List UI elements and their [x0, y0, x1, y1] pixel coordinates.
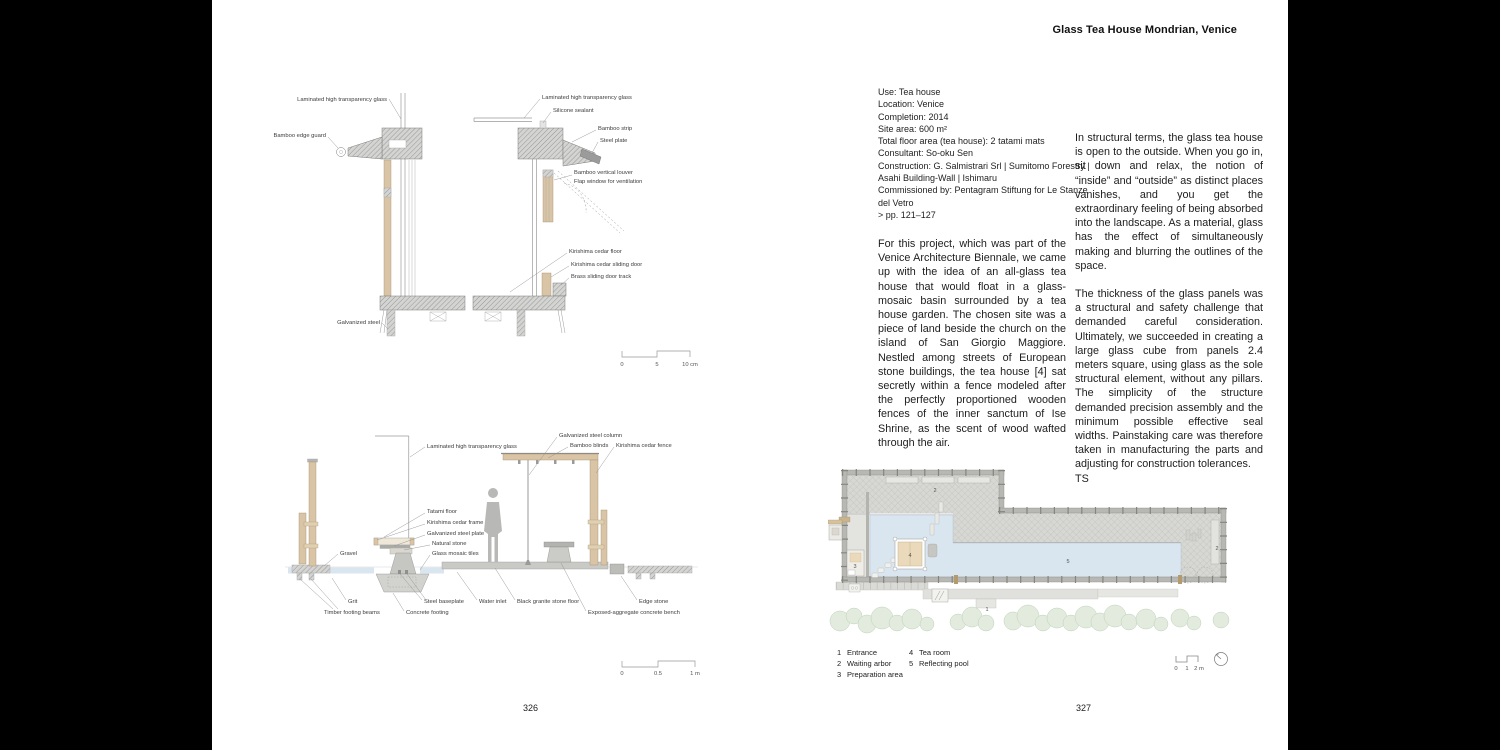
page-number-left: 326 — [523, 703, 539, 713]
svg-text:2 m: 2 m — [1194, 666, 1204, 672]
plan-marker-tea-room: 4 — [908, 553, 912, 559]
page-title: Glass Tea House Mondrian, Venice — [1052, 24, 1237, 36]
drawing-label: Grit — [348, 599, 358, 605]
detail-labels — [273, 95, 642, 329]
plan-marker-preparation: 3 — [853, 564, 857, 570]
partition-wall — [866, 492, 869, 580]
drawing-label: Kirishima cedar fence — [616, 443, 672, 449]
drawing-label: Concrete footing — [406, 610, 449, 616]
drawing-label: Bamboo vertical louver — [574, 170, 633, 176]
drawing-label: Black granite stone floor — [517, 599, 580, 605]
outer-gate-structure — [828, 520, 842, 540]
plan-legend-col2 — [909, 648, 969, 670]
floor-plan-drawing — [828, 458, 1240, 645]
drawing-label: Galvanized steel — [337, 320, 380, 326]
svg-text:0: 0 — [1174, 666, 1178, 672]
info-line: Construction: G. Salmistrari Srl | Sumitomo Forestry | — [878, 160, 1090, 171]
paragraph: The thickness of the glass panels was a structural and safety challenge that demanded careful consideration. Ultimately, we succeeded in creating a large glass cube from panels 2.4 meters square, using glass as the sole structural element, without any pillars. The simplicity of the structure demanded precision assembly and the minimum possible effective seal widths. Painstaking care was therefore taken in manufacturing the parts and adjusting for construction tolerances. — [1075, 288, 1263, 471]
svg-text:0: 0 — [620, 362, 624, 368]
project-info-block — [878, 86, 1090, 221]
drawing-label: Kirishima cedar sliding door — [571, 262, 643, 268]
bamboo-louver-shape — [543, 170, 553, 222]
drawing-label: Flap window for ventilation — [574, 179, 643, 185]
drawing-label: Galvanized steel column — [559, 433, 623, 439]
plan-marker-arbor: 2 — [933, 488, 937, 494]
roof-edge-detail-left — [337, 93, 466, 336]
drawing-label: Silicone sealant — [553, 108, 594, 114]
drawing-label: Bamboo blinds — [570, 443, 609, 449]
stone-seat — [928, 544, 937, 557]
drawing-label: Water inlet — [479, 599, 507, 605]
concrete-bench-shape — [544, 542, 574, 562]
info-line: Commissioned by: Pentagram Stiftung for Le Stanze — [878, 185, 1088, 196]
bamboo-edge-guard-shape — [337, 148, 346, 157]
info-line: Site area: 600 m² — [878, 123, 948, 134]
plan-marker-entrance: 1 — [985, 607, 989, 613]
body-column-2 — [1075, 131, 1263, 486]
drawing-label: Tatami floor — [427, 509, 457, 515]
book-spread — [212, 0, 1288, 750]
drawing-label: Steel plate — [600, 138, 628, 144]
svg-text:0.5: 0.5 — [653, 671, 663, 677]
svg-text:10 cm: 10 cm — [682, 362, 698, 368]
svg-text:1: 1 — [1185, 666, 1189, 672]
svg-text:1 m: 1 m — [690, 671, 700, 677]
edge-stone-shape — [610, 564, 624, 574]
drawing-label: Timber footing beams — [324, 610, 380, 616]
info-line: Completion: 2014 — [878, 111, 949, 122]
pool-water — [420, 568, 444, 574]
garden-trees — [830, 605, 1229, 633]
drawing-label: Kirishima cedar floor — [569, 249, 622, 255]
drawing-label: Gravel — [340, 551, 358, 557]
roof-edge-detail-right — [473, 118, 624, 336]
legend-item: 5 Reflecting pool — [909, 658, 969, 668]
legend-item: 2 Waiting arbor — [837, 658, 892, 668]
plan-legend-col1 — [837, 648, 903, 680]
legend-item: 4 Tea room — [909, 648, 951, 657]
info-line: Total floor area (tea house): 2 tatami mats — [878, 136, 1045, 147]
info-line: Consultant: So-oku Sen — [878, 148, 974, 159]
plan-marker-arbor-right: 2 — [1215, 546, 1219, 552]
drawing-label: Natural stone — [432, 541, 467, 547]
author-initials: TS — [1075, 472, 1089, 485]
scale-bar-section — [620, 661, 700, 677]
outer-paving — [836, 582, 1178, 608]
bamboo-blinds-plan — [886, 477, 990, 483]
page-number-right: 327 — [1076, 703, 1092, 713]
scale-bar-plan — [1174, 656, 1204, 672]
drawing-label: Laminated high transparency glass — [542, 95, 632, 101]
paragraph: In structural terms, the glass tea house is open to the outside. When you go in, sit down and relax, the notion of “inside” and “outside” as distinct places vanishes, and you get the extraordinary feeling of being absorbed into the landscape. As a material, glass has the effect of simultaneously making and blurring the outlines of the space. — [1075, 132, 1263, 272]
drawing-label: Bamboo edge guard — [273, 133, 326, 139]
plan-scale-and-north — [1174, 649, 1254, 673]
info-line: Use: Tea house — [878, 87, 941, 97]
info-line: Asahi Building-Wall | Ishimaru — [878, 173, 998, 184]
drawing-label: Laminated high transparency glass — [297, 97, 387, 103]
page-left — [212, 0, 750, 750]
detail-section-drawing — [270, 85, 740, 385]
gate-structure — [932, 589, 948, 602]
garden-fence-left — [299, 459, 318, 566]
drawing-label: Glass mosaic tiles — [432, 551, 479, 557]
drawing-label: Steel baseplate — [424, 599, 464, 605]
granite-floor — [442, 562, 608, 569]
silicone-sealant-shape — [540, 121, 546, 128]
drawing-label: Bamboo strip — [598, 126, 633, 132]
drawing-label: Laminated high transparency glass — [427, 444, 517, 450]
human-silhouette — [484, 488, 502, 562]
legend-item: 3 Preparation area — [837, 669, 903, 679]
drawing-label: Galvanized steel plate — [427, 531, 485, 537]
info-line: > pp. 121–127 — [878, 209, 936, 220]
svg-text:5: 5 — [655, 362, 659, 368]
north-arrow-icon — [1215, 653, 1228, 666]
site-section-drawing — [280, 425, 704, 680]
body-column-1 — [878, 237, 1066, 464]
svg-text:0: 0 — [620, 671, 624, 677]
page-right — [750, 0, 1288, 750]
legend-item: 1 Entrance — [837, 648, 878, 657]
info-line: del Vetro — [878, 197, 914, 208]
drawing-label: Brass sliding door track — [571, 274, 632, 280]
paragraph: For this project, which was part of the Venice Architecture Biennale, we came up with the idea of an all-glass tea house that would float in a glass-mosaic basin surrounded by a tea house garden. The chosen site was a piece of land beside the church on the island of San Giorgio Maggiore. Nestled among streets of European stone buildings, the tea house [4] sat secretly within a fence modeled after the perfectly proportioned wooden fences of the inner sanctum of Ise Shrine, as the scent of wood wafted through the air. — [878, 238, 1066, 449]
plan-marker-pool: 5 — [1066, 559, 1070, 565]
drawing-label: Exposed-aggregate concrete bench — [588, 610, 680, 616]
info-line: Location: Venice — [878, 99, 945, 110]
scale-bar-detail — [620, 351, 698, 368]
drawing-label: Kirishima cedar frame — [427, 520, 484, 526]
drawing-label: Edge stone — [639, 599, 669, 605]
